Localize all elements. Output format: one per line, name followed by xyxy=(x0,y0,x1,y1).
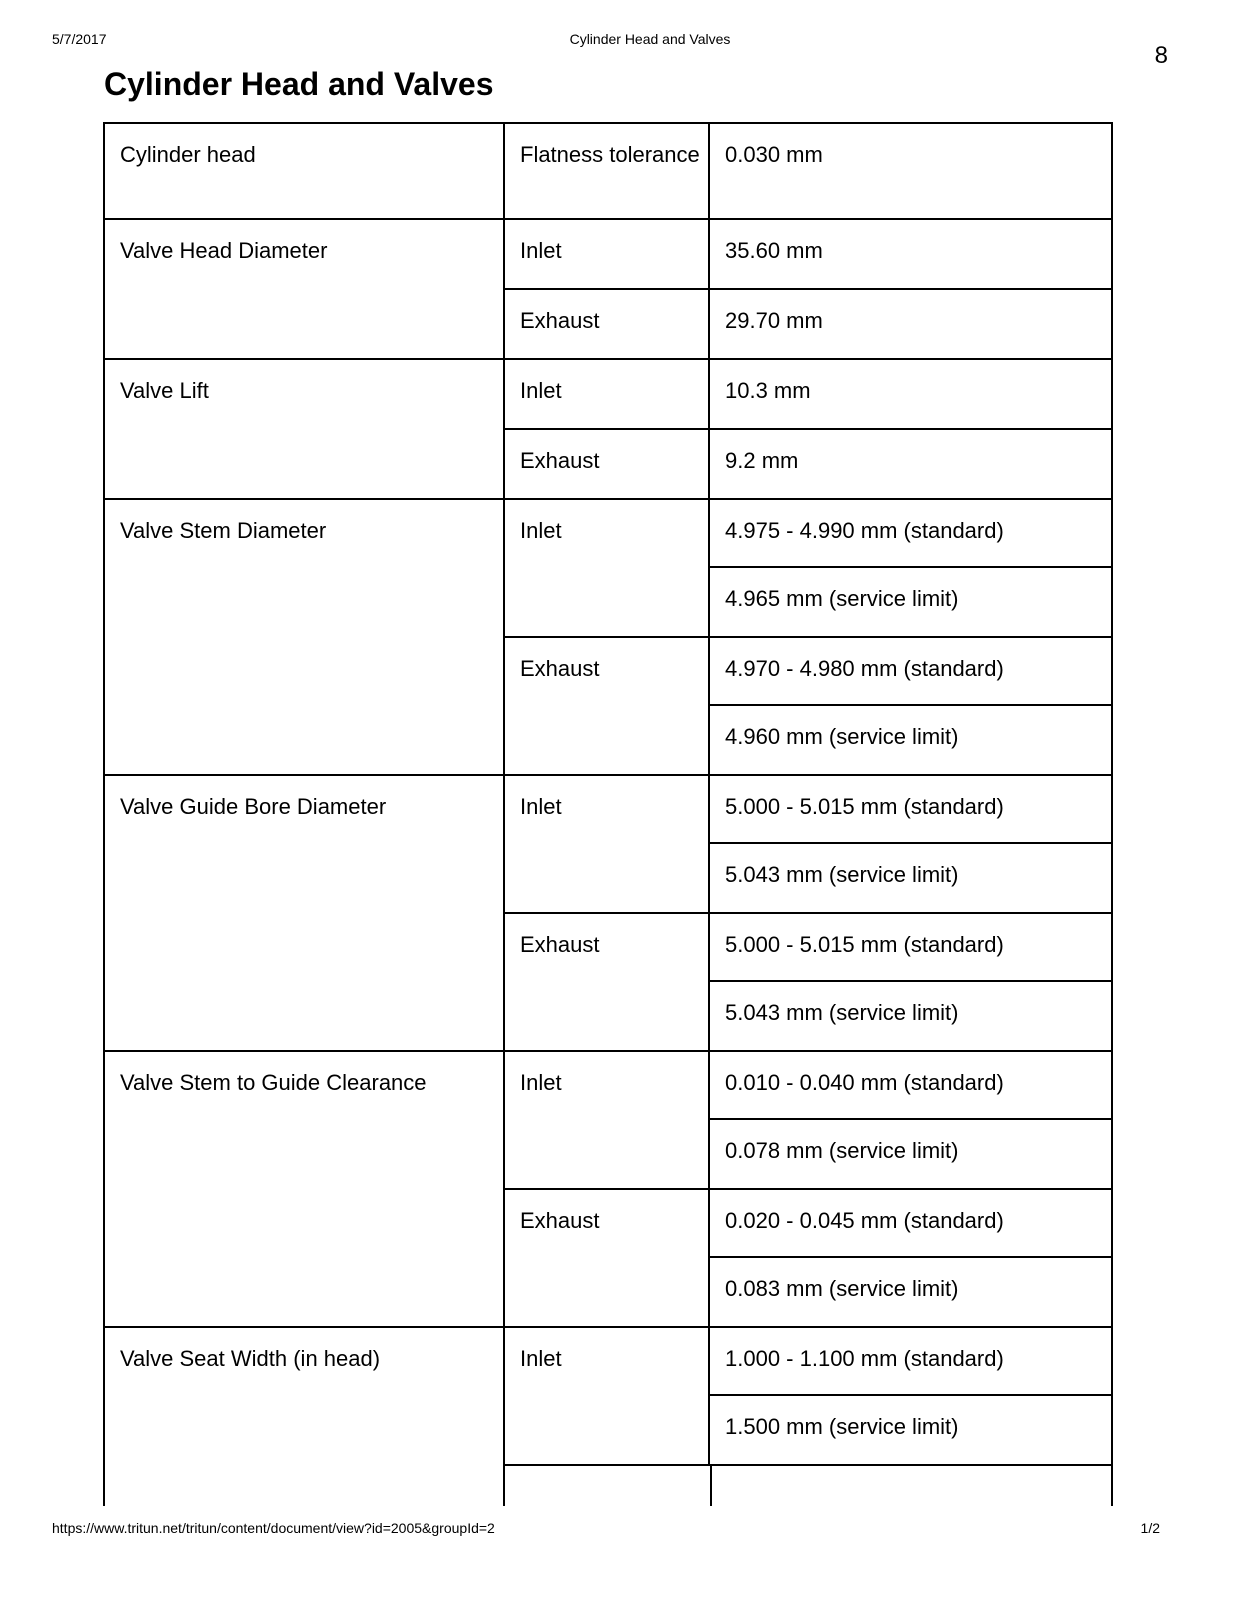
table-cell-value: 1.500 mm (service limit) xyxy=(710,1396,1113,1464)
table-subgroup xyxy=(505,1328,1113,1506)
table-subrow xyxy=(505,776,1113,914)
table-subgroup xyxy=(505,220,1113,358)
table-cell-value: 9.2 mm xyxy=(710,430,1113,498)
table-values xyxy=(710,360,1113,428)
table-cell-value: 0.078 mm (service limit) xyxy=(710,1120,1113,1188)
table-row xyxy=(105,1328,1113,1506)
table-row xyxy=(105,124,1113,220)
table-subrow xyxy=(505,290,1113,358)
table-subrow xyxy=(505,1328,1113,1466)
table-values xyxy=(710,500,1113,636)
table-subgroup xyxy=(505,360,1113,498)
table-values xyxy=(710,638,1113,774)
table-cell-value: 4.960 mm (service limit) xyxy=(710,706,1113,774)
table-cell-item: Valve Lift xyxy=(105,360,505,498)
table-subrow xyxy=(505,500,1113,638)
header-date: 5/7/2017 xyxy=(52,31,107,47)
table-values xyxy=(710,776,1113,912)
table-cell-param: Exhaust xyxy=(505,638,710,774)
table-subrow-truncated xyxy=(505,1466,1113,1506)
table-cell-item: Valve Stem Diameter xyxy=(105,500,505,774)
page-number: 8 xyxy=(1154,42,1168,69)
table-cell-item: Cylinder head xyxy=(105,124,505,218)
table-values xyxy=(710,290,1113,358)
table-subrow xyxy=(505,360,1113,430)
table-subrow xyxy=(505,638,1113,774)
table-cell-value: 5.000 - 5.015 mm (standard) xyxy=(710,776,1113,844)
table-cell-item: Valve Stem to Guide Clearance xyxy=(105,1052,505,1326)
table-cell-value: 4.975 - 4.990 mm (standard) xyxy=(710,500,1113,568)
table-row xyxy=(105,776,1113,1052)
table-cell-param: Inlet xyxy=(505,1328,710,1464)
table-cell-param: Exhaust xyxy=(505,1190,710,1326)
footer-page: 1/2 xyxy=(1140,1520,1160,1536)
table-subgroup xyxy=(505,776,1113,1050)
page-title: Cylinder Head and Valves xyxy=(104,66,494,102)
table-cell-param: Inlet xyxy=(505,220,710,288)
table-subrow xyxy=(505,914,1113,1050)
table-subrow xyxy=(505,430,1113,498)
table-cell-value: 10.3 mm xyxy=(710,360,1113,428)
table-cell-value: 0.083 mm (service limit) xyxy=(710,1258,1113,1326)
table-cell-param: Exhaust xyxy=(505,290,710,358)
table-row xyxy=(105,500,1113,776)
footer-url: https://www.tritun.net/tritun/content/document/view?id=2005&groupId=2 xyxy=(52,1520,495,1536)
table-cell-value: 5.043 mm (service limit) xyxy=(710,982,1113,1050)
table-cell-param: Inlet xyxy=(505,1052,710,1188)
table-subgroup xyxy=(505,1052,1113,1326)
table-cell-param: Exhaust xyxy=(505,914,710,1050)
table-subgroup xyxy=(505,500,1113,774)
table-values xyxy=(710,1052,1113,1188)
table-values xyxy=(710,220,1113,288)
table-values xyxy=(710,1328,1113,1464)
table-subrow xyxy=(505,220,1113,290)
table-cell-value: 4.970 - 4.980 mm (standard) xyxy=(710,638,1113,706)
table-cell-param: Inlet xyxy=(505,500,710,636)
table-cell-item: Valve Seat Width (in head) xyxy=(105,1328,505,1506)
table-cell-value: 0.020 - 0.045 mm (standard) xyxy=(710,1190,1113,1258)
table-values xyxy=(710,430,1113,498)
table-values xyxy=(710,914,1113,1050)
spec-table xyxy=(103,122,1113,1506)
table-cell-item: Valve Head Diameter xyxy=(105,220,505,358)
table-cell-param: Inlet xyxy=(505,776,710,912)
table-cell-value: 29.70 mm xyxy=(710,290,1113,358)
table-cell-param: Inlet xyxy=(505,360,710,428)
table-row xyxy=(105,360,1113,500)
table-subrow xyxy=(505,1052,1113,1190)
table-cell-param: Exhaust xyxy=(505,430,710,498)
table-values xyxy=(710,1190,1113,1326)
table-cell-value: 5.000 - 5.015 mm (standard) xyxy=(710,914,1113,982)
table-cell-value: 35.60 mm xyxy=(710,220,1113,288)
table-cell-item: Valve Guide Bore Diameter xyxy=(105,776,505,1050)
table-subrow xyxy=(505,1190,1113,1326)
table-row xyxy=(105,1052,1113,1328)
table-cell-param: Flatness tolerance xyxy=(505,124,710,218)
table-cell-value: 1.000 - 1.100 mm (standard) xyxy=(710,1328,1113,1396)
table-cell-value: 0.010 - 0.040 mm (standard) xyxy=(710,1052,1113,1120)
table-cell-value: 0.030 mm xyxy=(710,124,1113,218)
table-cell-value: 5.043 mm (service limit) xyxy=(710,844,1113,912)
header-doc-title: Cylinder Head and Valves xyxy=(569,31,731,47)
table-row xyxy=(105,220,1113,360)
table-cell-value: 4.965 mm (service limit) xyxy=(710,568,1113,636)
table-cell-value xyxy=(712,1466,1113,1506)
table-cell-param xyxy=(505,1466,712,1506)
